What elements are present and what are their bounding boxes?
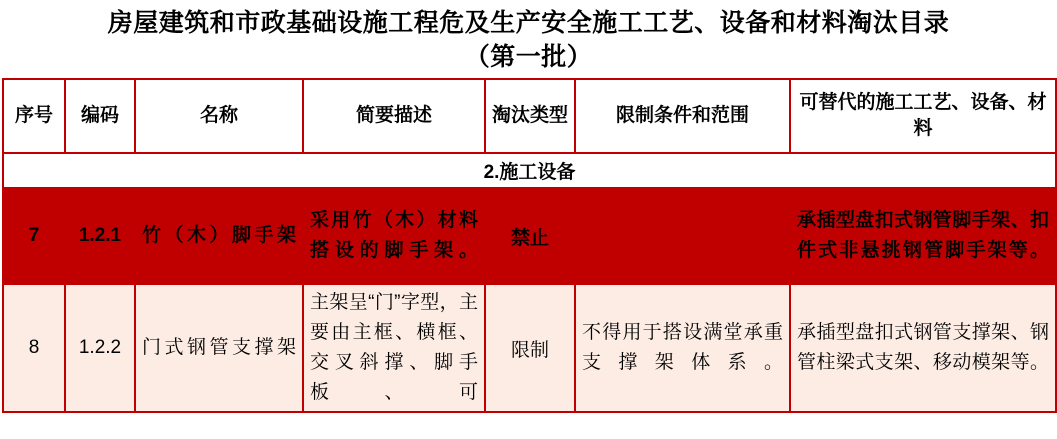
header-cell-limits: 限制条件和范围 <box>575 79 790 153</box>
row-description: 主架呈“门”字型，主要由主框、横框、交叉斜撑、脚手板、可 <box>303 284 485 412</box>
section-heading-row <box>3 153 1056 188</box>
row-no: 8 <box>3 284 65 412</box>
row-code: 1.2.1 <box>65 188 135 284</box>
header-cell-no: 序号 <box>3 79 65 153</box>
header-cell-description: 简要描述 <box>303 79 485 153</box>
title-line-2: （第一批） <box>464 43 593 71</box>
table-row <box>3 188 1056 284</box>
row-alternatives: 承插型盘扣式钢管支撑架、钢管柱梁式支架、移动模架等。 <box>790 284 1056 412</box>
header-cell-alternatives: 可替代的施工工艺、设备、材料 <box>790 79 1056 153</box>
catalog-table <box>2 78 1057 413</box>
document-title <box>0 0 1057 78</box>
table-header <box>3 79 1056 153</box>
row-name: 竹（木）脚手架 <box>135 188 303 284</box>
header-cell-code: 编码 <box>65 79 135 153</box>
row-alternatives: 承插型盘扣式钢管脚手架、扣件式非悬挑钢管脚手架等。 <box>790 188 1056 284</box>
row-name: 门式钢管支撑架 <box>135 284 303 412</box>
row-limits <box>575 188 790 284</box>
table-body <box>3 153 1056 412</box>
row-limits: 不得用于搭设满堂承重支撑架体系。 <box>575 284 790 412</box>
row-description: 采用竹（木）材料搭设的脚手架。 <box>303 188 485 284</box>
row-type: 限制 <box>485 284 575 412</box>
header-cell-type: 淘汰类型 <box>485 79 575 153</box>
row-no: 7 <box>3 188 65 284</box>
header-row <box>3 79 1056 153</box>
title-line-1: 房屋建筑和市政基础设施工程危及生产安全施工工艺、设备和材料淘汰目录 <box>107 9 950 37</box>
table-row <box>3 284 1056 412</box>
section-heading-label: 2.施工设备 <box>3 153 1056 188</box>
row-type: 禁止 <box>485 188 575 284</box>
header-cell-name: 名称 <box>135 79 303 153</box>
row-code: 1.2.2 <box>65 284 135 412</box>
